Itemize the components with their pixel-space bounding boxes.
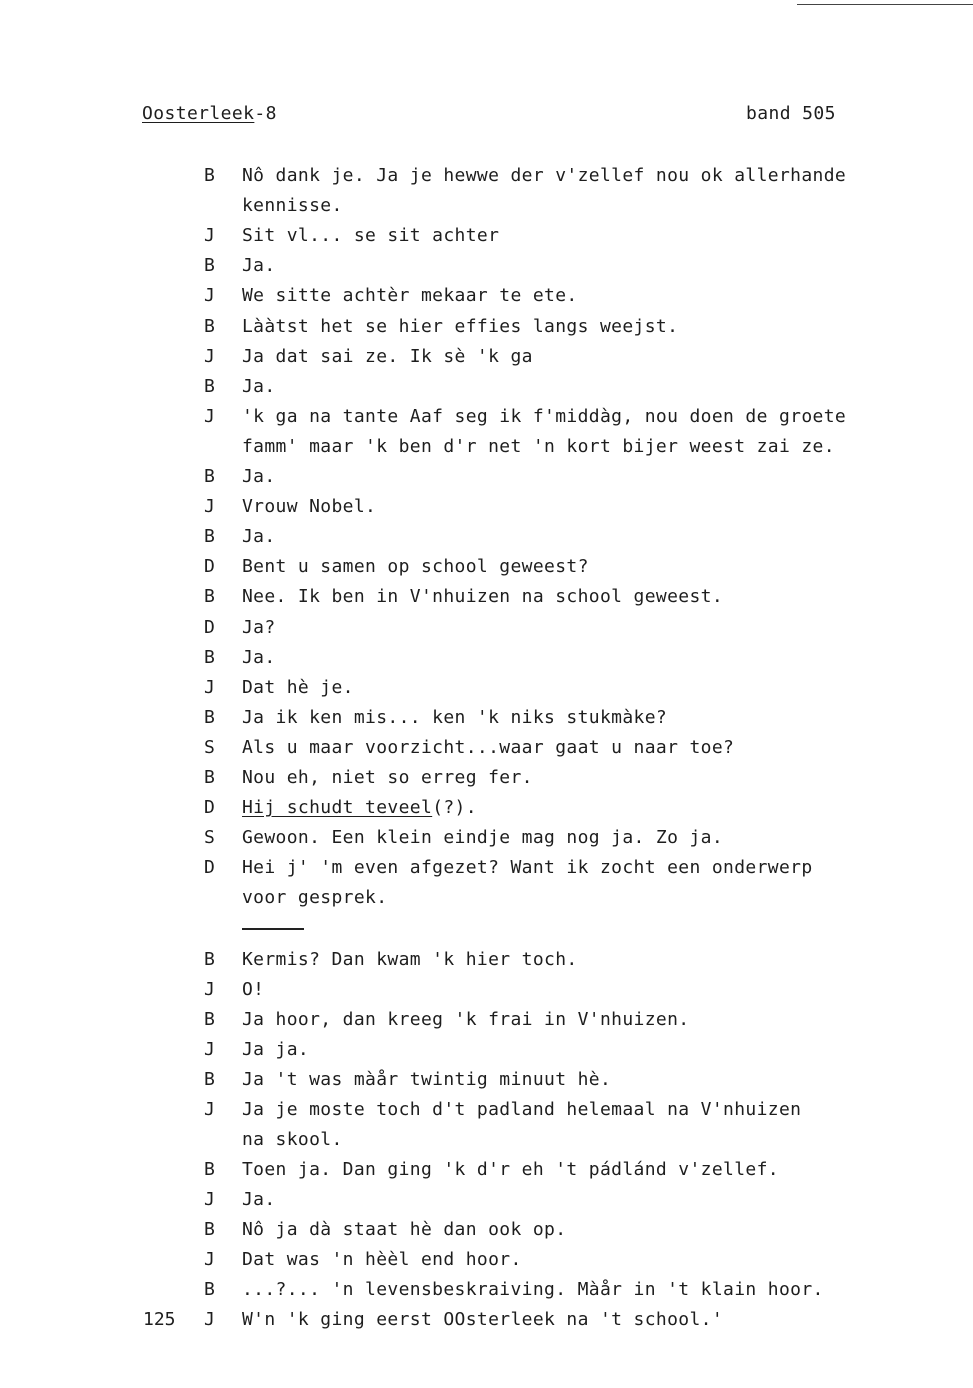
top-edge-rule — [797, 4, 973, 5]
speaker-code: J — [204, 1249, 215, 1270]
transcript-line — [0, 978, 973, 1002]
transcript-line — [0, 646, 973, 670]
utterance-text: Gewoon. Een klein eindje mag nog ja. Zo ja. — [242, 827, 724, 849]
speaker-code: B — [204, 466, 215, 487]
transcript-line — [0, 435, 973, 459]
utterance-text: Ja. — [242, 1189, 276, 1210]
utterance-suffix: (?). — [432, 797, 477, 819]
utterance-text: Sit vl... se sit achter — [242, 225, 500, 247]
transcript-line — [0, 315, 973, 339]
utterance-text: W'n 'k ging eerst OOsterleek na 't school.' — [242, 1309, 724, 1330]
transcript-line — [0, 856, 973, 880]
speaker-code: J — [204, 1189, 215, 1210]
utterance-text: ...?... 'n levensbeskraiving. Màår in 't klain hoor. — [242, 1279, 824, 1300]
page-suffix: -8 — [254, 103, 277, 124]
transcript-line — [0, 1308, 973, 1332]
transcript-line — [0, 1008, 973, 1032]
utterance-text: Dat hè je. — [242, 676, 354, 698]
speaker-code: J — [204, 405, 215, 427]
utterance-text: Bent u samen op school geweest? — [242, 556, 589, 578]
speaker-code: B — [204, 315, 215, 337]
utterance-text: Ja ja. — [242, 1039, 310, 1060]
utterance-text: Toen ja. Dan ging 'k d'r eh 't pádlánd v'zellef. — [242, 1159, 779, 1180]
speaker-code: B — [204, 255, 215, 277]
transcript-line — [0, 766, 973, 790]
line-number: 125 — [143, 1309, 176, 1330]
speaker-code: S — [204, 736, 215, 758]
speaker-code: D — [204, 616, 215, 638]
transcript-line — [0, 886, 973, 910]
transcript-line — [0, 676, 973, 700]
utterance-text: Kermis? Dan kwam 'k hier toch. — [242, 949, 578, 970]
speaker-code: B — [204, 165, 215, 186]
speaker-code: B — [204, 1159, 215, 1180]
utterance-text: We sitte achtèr mekaar te ete. — [242, 285, 578, 307]
speaker-code: J — [204, 979, 215, 1000]
speaker-code: J — [204, 225, 215, 247]
transcript-line — [0, 616, 973, 640]
utterance-text: Ja 't was màår twintig minuut hè. — [242, 1069, 612, 1090]
transcript-line — [0, 1218, 973, 1242]
speaker-code: J — [204, 1039, 215, 1060]
utterance-text: 'k ga na tante Aaf seg ik f'middàg, nou doen de groete — [242, 405, 847, 427]
transcript-line — [0, 1068, 973, 1092]
transcript-line — [0, 525, 973, 549]
speaker-code: B — [204, 1279, 215, 1300]
utterance-text: Ja je moste toch d't padland helemaal na V'nhuizen — [242, 1099, 802, 1120]
transcript-line — [0, 1248, 973, 1272]
utterance-text: voor gesprek. — [242, 887, 388, 909]
utterance-text: Nou eh, niet so erreg fer. — [242, 767, 533, 788]
speaker-code: B — [204, 1009, 215, 1030]
transcript-line — [0, 375, 973, 399]
transcript-line — [0, 224, 973, 248]
utterance-text: Ja ik ken mis... ken 'k niks stukmàke? — [242, 706, 668, 728]
speaker-code: D — [204, 797, 215, 819]
utterance-text: na skool. — [242, 1129, 343, 1150]
transcript-line — [0, 194, 973, 218]
speaker-code: J — [204, 1099, 215, 1120]
utterance-text: Ja? — [242, 616, 276, 638]
transcript-line — [0, 706, 973, 730]
speaker-code: J — [204, 676, 215, 698]
utterance-text: O! — [242, 979, 265, 1000]
utterance-text: Nee. Ik ben in V'nhuizen na school geweest. — [242, 586, 724, 608]
utterance-text: famm' maar 'k ben d'r net 'n kort bijer weest zai ze. — [242, 435, 835, 457]
speaker-code: S — [204, 827, 215, 849]
page-header-left — [142, 103, 277, 124]
speaker-code: B — [204, 586, 215, 608]
transcript-line — [0, 585, 973, 609]
transcript-line — [0, 284, 973, 308]
utterance-text: Nô ja dà staat hè dan ook op. — [242, 1219, 567, 1240]
transcript-line — [0, 164, 973, 188]
speaker-code: B — [204, 375, 215, 397]
speaker-code: D — [204, 857, 215, 879]
utterance-text: Ja. — [242, 646, 276, 668]
utterance-text: Ja hoor, dan kreeg 'k frai in V'nhuizen. — [242, 1009, 690, 1030]
transcript-line — [0, 1128, 973, 1152]
speaker-code: B — [204, 1069, 215, 1090]
speaker-code: J — [204, 285, 215, 307]
speaker-code: B — [204, 1219, 215, 1240]
speaker-code: J — [204, 345, 215, 367]
transcript-line — [0, 345, 973, 369]
transcript-line — [0, 405, 973, 429]
speaker-code: B — [204, 949, 215, 970]
transcript-line — [0, 1038, 973, 1062]
speaker-code: B — [204, 706, 215, 728]
utterance-text: Als u maar voorzicht...waar gaat u naar toe? — [242, 736, 735, 758]
speaker-code: J — [204, 1309, 215, 1330]
utterance-text: Ja dat sai ze. Ik sè 'k ga — [242, 345, 533, 367]
speaker-code: B — [204, 526, 215, 548]
transcript-line — [0, 736, 973, 760]
utterance-text: kennisse. — [242, 195, 343, 217]
utterance-text: Ja. — [242, 375, 276, 397]
speaker-code: B — [204, 767, 215, 788]
speaker-code: B — [204, 646, 215, 668]
utterance-text: Nô dank je. Ja je hewwe der v'zellef nou ok allerhande — [242, 165, 847, 186]
transcript-line — [0, 948, 973, 972]
utterance-text: Dat was 'n hèèl end hoor. — [242, 1249, 522, 1270]
utterance-text — [242, 796, 477, 820]
transcript-line — [0, 1188, 973, 1212]
place-name: Oosterleek — [142, 103, 255, 124]
transcript-line — [0, 826, 973, 850]
tape-label: band 505 — [746, 103, 836, 124]
transcript-line — [0, 555, 973, 579]
utterance-text: Ja. — [242, 466, 276, 487]
transcript-line — [0, 465, 973, 489]
utterance-text: Lààtst het se hier effies langs weejst. — [242, 315, 679, 337]
transcript-line — [0, 1158, 973, 1182]
speaker-code: D — [204, 556, 215, 578]
transcript-line — [0, 254, 973, 278]
transcript-line — [0, 1098, 973, 1122]
section-divider — [242, 928, 304, 930]
utterance-text: Hei j' 'm even afgezet? Want ik zocht een onderwerp — [242, 857, 813, 879]
underlined-phrase: Hij schudt teveel — [242, 797, 433, 819]
utterance-text: Ja. — [242, 526, 276, 548]
utterance-text: Vrouw Nobel. — [242, 496, 377, 518]
utterance-text: Ja. — [242, 255, 276, 277]
transcript-line — [0, 796, 973, 820]
speaker-code: J — [204, 496, 215, 518]
transcript-line — [0, 1278, 973, 1302]
transcript-line — [0, 495, 973, 519]
